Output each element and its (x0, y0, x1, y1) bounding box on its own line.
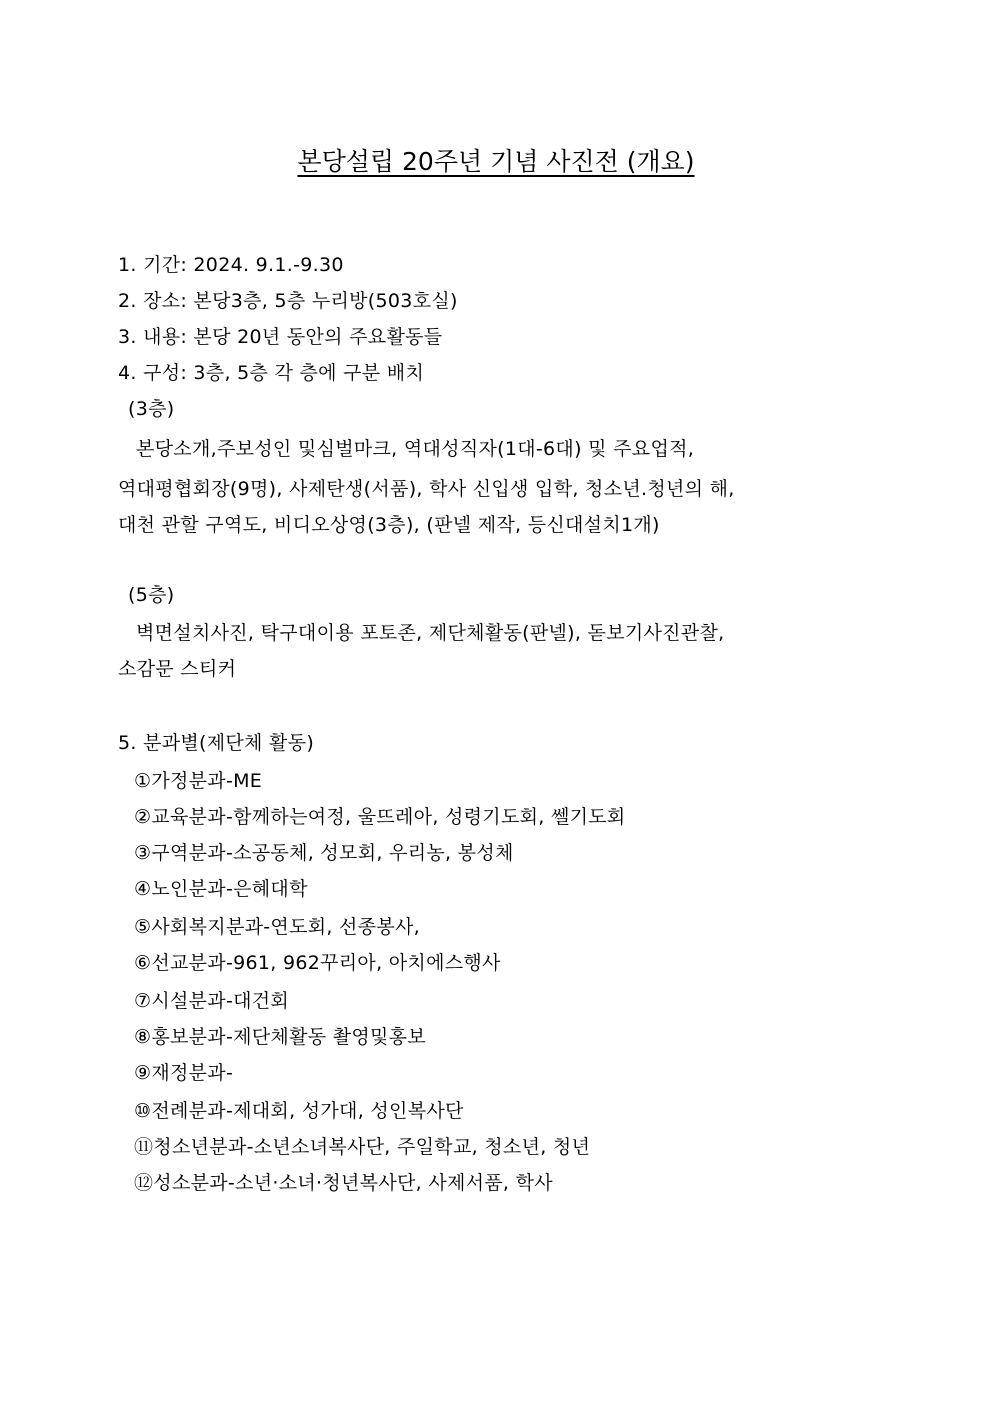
item-place: 2. 장소: 본당3층, 5층 누리방(503호실) (118, 290, 458, 312)
page-title (0, 142, 992, 182)
division-item: ⑧홍보분과-제단체활동 촬영및홍보 (134, 1026, 426, 1048)
division-item: ⑨재정분과- (134, 1062, 234, 1084)
floor5-line: 벽면설치사진, 탁구대이용 포토존, 제단체활동(판넬), 돋보기사진관찰, (136, 622, 725, 644)
item-content: 3. 내용: 본당 20년 동안의 주요활동들 (118, 326, 443, 348)
division-item: ⑩전례분과-제대회, 성가대, 성인복사단 (134, 1100, 464, 1122)
page-title-text: 본당설립 20주년 기념 사진전 (개요) (297, 147, 695, 176)
floor3-line: 대천 관할 구역도, 비디오상영(3층), (판넬 제작, 등신대설치1개) (118, 514, 660, 536)
division-item: ⑥선교분과-961, 962꾸리아, 아치에스행사 (134, 952, 501, 974)
division-item: ⑫성소분과-소년·소녀·청년복사단, 사제서품, 학사 (134, 1172, 553, 1194)
section5-heading: 5. 분과별(제단체 활동) (118, 732, 315, 754)
division-item: ③구역분과-소공동체, 성모회, 우리농, 봉성체 (134, 842, 514, 864)
division-item: ④노인분과-은혜대학 (134, 878, 308, 900)
floor3-heading: (3층) (128, 398, 175, 420)
floor5-line: 소감문 스티커 (118, 658, 237, 680)
division-item: ⑦시설분과-대건회 (134, 990, 290, 1012)
floor3-line: 역대평협회장(9명), 사제탄생(서품), 학사 신입생 입학, 청소년.청년의 해, (118, 478, 735, 500)
floor5-heading: (5층) (128, 584, 175, 606)
item-period: 1. 기간: 2024. 9.1.-9.30 (118, 254, 344, 276)
division-item: ⑤사회복지분과-연도회, 선종봉사, (134, 916, 421, 938)
division-item: ①가정분과-ME (134, 770, 263, 792)
division-item: ②교육분과-함께하는여정, 울뜨레아, 성령기도회, 쎌기도회 (134, 806, 626, 828)
item-composition: 4. 구성: 3층, 5층 각 층에 구분 배치 (118, 362, 425, 384)
floor3-line: 본당소개,주보성인 및심벌마크, 역대성직자(1대-6대) 및 주요업적, (136, 438, 695, 460)
division-item: ⑪청소년분과-소년소녀복사단, 주일학교, 청소년, 청년 (134, 1136, 591, 1158)
